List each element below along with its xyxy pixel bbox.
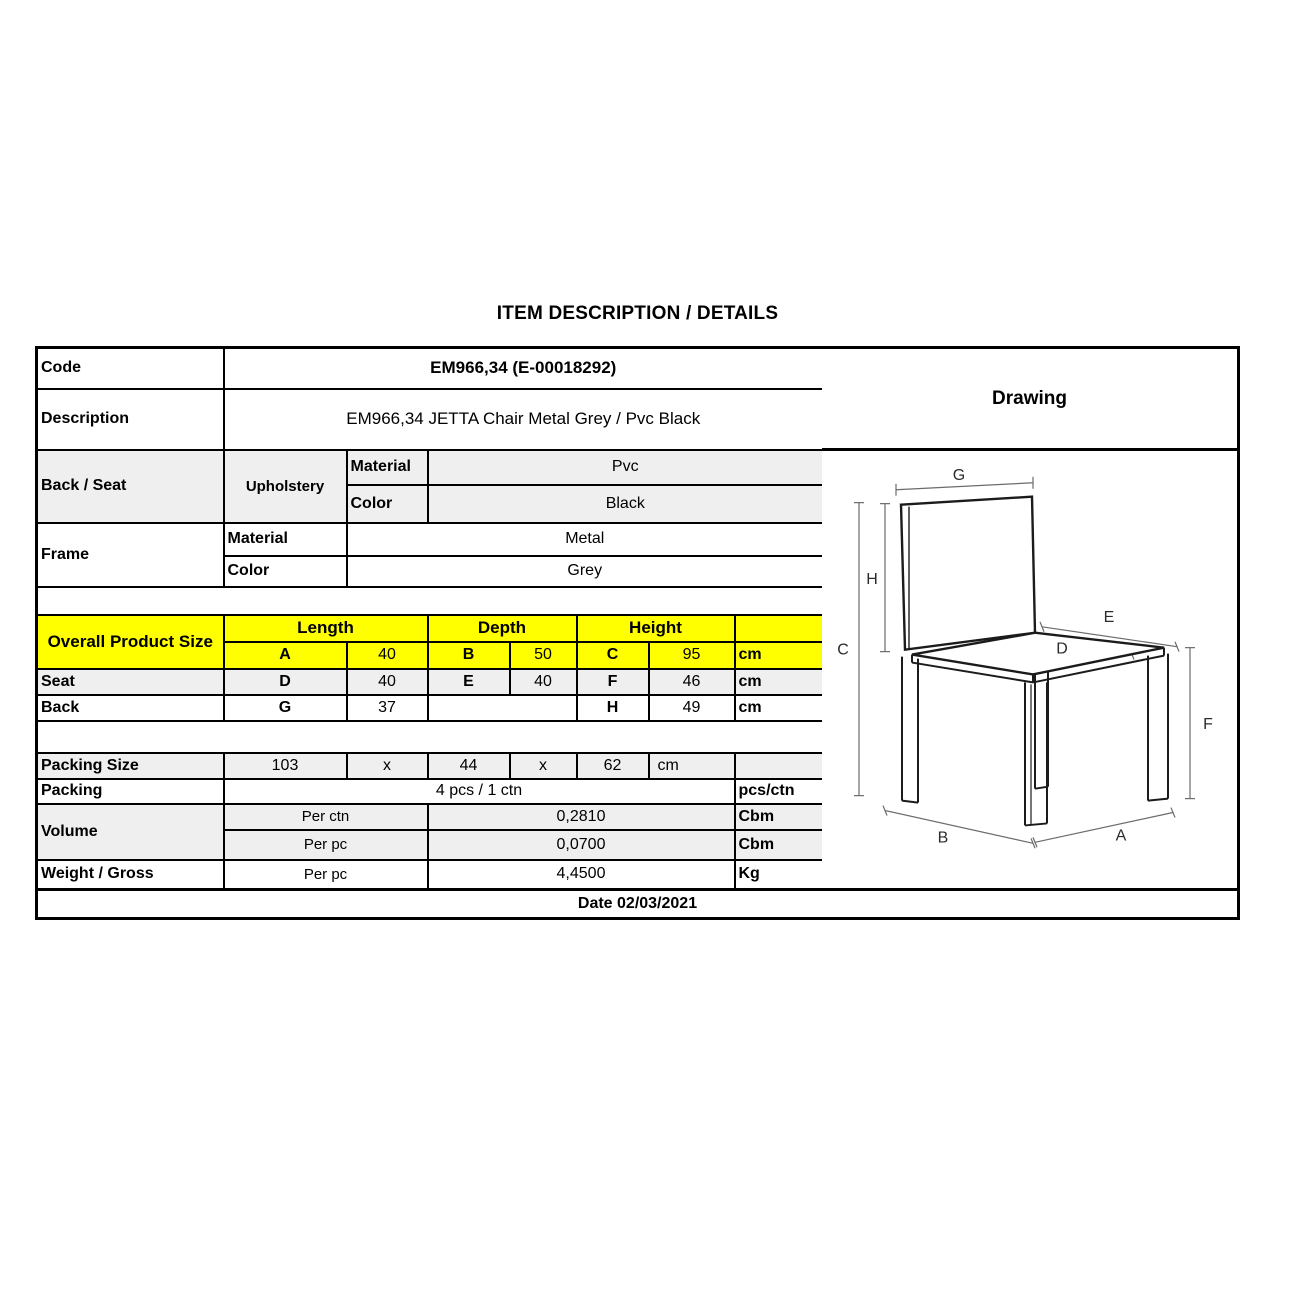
code-row	[37, 348, 824, 389]
weight-pc-label: Per pc	[224, 860, 428, 890]
seat-length-key: D	[224, 669, 347, 695]
overall-length-key: A	[224, 642, 347, 669]
frame-material-value: Metal	[347, 523, 824, 556]
seat-depth-key: E	[428, 669, 510, 695]
volume-pc-value: 0,0700	[428, 830, 735, 860]
packing-label: Packing	[37, 779, 224, 804]
chair-backrest	[901, 497, 1035, 650]
back-seat-material-value: Pvc	[428, 450, 824, 485]
seat-unit: cm	[735, 669, 824, 695]
details-table	[35, 346, 825, 891]
overall-depth-key: B	[428, 642, 510, 669]
dim-label-h: H	[866, 571, 878, 589]
seat-depth-value: 40	[510, 669, 577, 695]
weight-unit: Kg	[735, 860, 824, 890]
volume-label: Volume	[37, 804, 224, 860]
packing-size-sep-2: x	[510, 753, 577, 779]
back-seat-color-value: Black	[428, 485, 824, 523]
weight-label: Weight / Gross	[37, 860, 224, 890]
packing-unit: pcs/ctn	[735, 779, 824, 804]
frame-material-row	[37, 523, 824, 556]
seat-length-value: 40	[347, 669, 428, 695]
dim-label-e: E	[1103, 608, 1115, 626]
overall-height-key: C	[577, 642, 649, 669]
dim-label-a: A	[1115, 827, 1127, 845]
packing-size-sep-1: x	[347, 753, 428, 779]
volume-pc-unit: Cbm	[735, 830, 824, 860]
back-size-row	[37, 695, 824, 721]
dim-label-g: G	[952, 466, 966, 484]
volume-ctn-value: 0,2810	[428, 804, 735, 830]
overall-size-label: Overall Product Size	[37, 615, 224, 669]
description-row	[37, 389, 824, 450]
back-label: Back	[37, 695, 224, 721]
packing-size-value-3: 62	[577, 753, 649, 779]
dim-label-c: C	[837, 641, 849, 659]
upholstery-label: Upholstery	[224, 450, 347, 523]
seat-label: Seat	[37, 669, 224, 695]
description-label: Description	[37, 389, 224, 450]
height-header: Height	[577, 615, 735, 642]
seat-height-value: 46	[649, 669, 735, 695]
packing-size-value-2: 44	[428, 753, 510, 779]
weight-pc-value: 4,4500	[428, 860, 735, 890]
packing-row	[37, 779, 824, 804]
back-height-key: H	[577, 695, 649, 721]
back-seat-material-label: Material	[347, 450, 428, 485]
chair-drawing	[822, 451, 1237, 888]
depth-header: Depth	[428, 615, 577, 642]
packing-size-label: Packing Size	[37, 753, 224, 779]
volume-ctn-label: Per ctn	[224, 804, 428, 830]
spec-sheet	[35, 346, 1240, 920]
weight-row	[37, 860, 824, 890]
back-depth-empty	[428, 695, 577, 721]
dim-label-d: D	[1056, 640, 1068, 658]
length-header: Length	[224, 615, 428, 642]
packing-size-unit: cm	[649, 753, 735, 779]
frame-material-label: Material	[224, 523, 347, 556]
code-label: Code	[37, 348, 224, 389]
overall-height-value: 95	[649, 642, 735, 669]
spacer	[37, 721, 824, 753]
back-length-key: G	[224, 695, 347, 721]
packing-value: 4 pcs / 1 ctn	[224, 779, 735, 804]
volume-pc-label: Per pc	[224, 830, 428, 860]
back-seat-color-label: Color	[347, 485, 428, 523]
description-value: EM966,34 JETTA Chair Metal Grey / Pvc Black	[224, 389, 824, 450]
frame-color-value: Grey	[347, 556, 824, 587]
back-unit: cm	[735, 695, 824, 721]
packing-size-empty	[735, 753, 824, 779]
spacer	[37, 587, 824, 615]
back-seat-label: Back / Seat	[37, 450, 224, 523]
dim-label-b: B	[937, 829, 949, 847]
frame-color-label: Color	[224, 556, 347, 587]
drawing-header: Drawing	[822, 349, 1237, 451]
back-seat-material-row	[37, 450, 824, 485]
back-length-value: 37	[347, 695, 428, 721]
dim-label-f: F	[1203, 716, 1213, 734]
spacer-row	[37, 587, 824, 615]
volume-ctn-unit: Cbm	[735, 804, 824, 830]
spacer-row-2	[37, 721, 824, 753]
code-value: EM966,34 (E-00018292)	[224, 348, 824, 389]
packing-size-row	[37, 753, 824, 779]
seat-height-key: F	[577, 669, 649, 695]
overall-depth-value: 50	[510, 642, 577, 669]
size-header-unit-cell	[735, 615, 824, 642]
back-height-value: 49	[649, 695, 735, 721]
page-title: ITEM DESCRIPTION / DETAILS	[496, 303, 779, 324]
seat-size-row	[37, 669, 824, 695]
volume-ctn-row	[37, 804, 824, 830]
date-row: Date 02/03/2021	[35, 891, 1240, 920]
overall-unit: cm	[735, 642, 824, 669]
overall-length-value: 40	[347, 642, 428, 669]
chair-drawing-svg	[822, 451, 1237, 888]
size-header-row	[37, 615, 824, 642]
frame-label: Frame	[37, 523, 224, 587]
packing-size-value-1: 103	[224, 753, 347, 779]
drawing-panel	[822, 346, 1240, 891]
